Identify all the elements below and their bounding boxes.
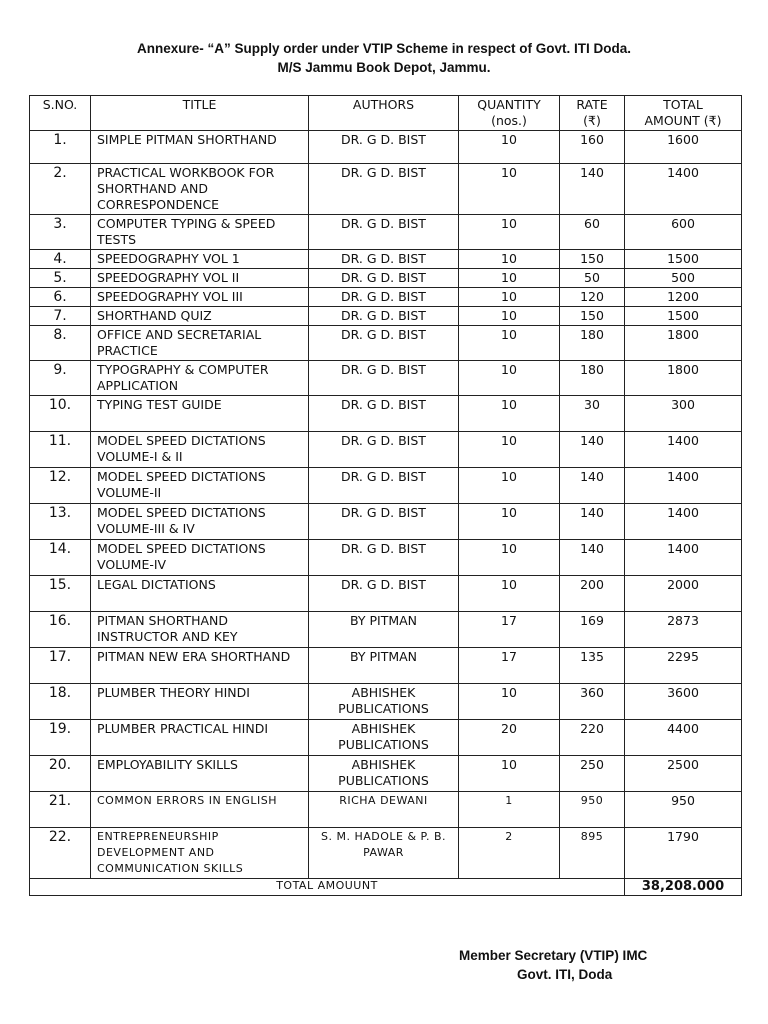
table-row xyxy=(30,250,742,269)
title-cell: ENTREPRENEURSHIP DEVELOPMENT AND COMMUNICATION SKILLS xyxy=(91,828,309,879)
author-cell: DR. G D. BIST xyxy=(309,164,459,215)
rate-cell: 895 xyxy=(560,828,625,879)
rate-cell: 50 xyxy=(560,269,625,288)
title-cell: MODEL SPEED DICTATIONS VOLUME-III & IV xyxy=(91,504,309,540)
quantity-cell: 10 xyxy=(459,504,560,540)
sno-cell: 4. xyxy=(30,250,91,269)
author-cell: DR. G D. BIST xyxy=(309,468,459,504)
author-cell: DR. G D. BIST xyxy=(309,250,459,269)
table-row xyxy=(30,756,742,792)
title-cell: SIMPLE PITMAN SHORTHAND xyxy=(91,131,309,164)
sno-cell: 1. xyxy=(30,131,91,164)
quantity-cell: 10 xyxy=(459,684,560,720)
author-cell: DR. G D. BIST xyxy=(309,288,459,307)
table-row xyxy=(30,396,742,432)
col-total-amount: TOTAL AMOUNT (₹) xyxy=(625,96,742,131)
rate-cell: 180 xyxy=(560,326,625,361)
sno-cell: 11. xyxy=(30,432,91,468)
sno-cell: 22. xyxy=(30,828,91,879)
amount-cell: 1400 xyxy=(625,468,742,504)
quantity-cell: 10 xyxy=(459,432,560,468)
col-title: TITLE xyxy=(91,96,309,131)
sno-cell: 10. xyxy=(30,396,91,432)
title-cell: LEGAL DICTATIONS xyxy=(91,576,309,612)
sno-cell: 3. xyxy=(30,215,91,250)
table-row xyxy=(30,504,742,540)
table-row xyxy=(30,792,742,828)
amount-cell: 1400 xyxy=(625,164,742,215)
amount-cell: 300 xyxy=(625,396,742,432)
amount-cell: 1400 xyxy=(625,540,742,576)
amount-cell: 3600 xyxy=(625,684,742,720)
col-sno: S.NO. xyxy=(30,96,91,131)
amount-cell: 1200 xyxy=(625,288,742,307)
quantity-cell: 10 xyxy=(459,164,560,215)
table-row xyxy=(30,361,742,396)
title-cell: SPEEDOGRAPHY VOL II xyxy=(91,269,309,288)
rate-cell: 150 xyxy=(560,307,625,326)
total-value: 38,208.000 xyxy=(625,879,742,896)
table-row xyxy=(30,540,742,576)
author-cell: S. M. HADOLE & P. B. PAWAR xyxy=(309,828,459,879)
rate-cell: 60 xyxy=(560,215,625,250)
author-cell: DR. G D. BIST xyxy=(309,504,459,540)
quantity-cell: 10 xyxy=(459,361,560,396)
table-row xyxy=(30,828,742,879)
quantity-cell: 10 xyxy=(459,288,560,307)
table-row xyxy=(30,720,742,756)
rate-cell: 180 xyxy=(560,361,625,396)
title-cell: COMPUTER TYPING & SPEED TESTS xyxy=(91,215,309,250)
title-cell: MODEL SPEED DICTATIONS VOLUME-IV xyxy=(91,540,309,576)
amount-cell: 1500 xyxy=(625,250,742,269)
table-row xyxy=(30,131,742,164)
author-cell: DR. G D. BIST xyxy=(309,326,459,361)
table-row xyxy=(30,215,742,250)
rate-cell: 220 xyxy=(560,720,625,756)
amount-cell: 500 xyxy=(625,269,742,288)
quantity-cell: 10 xyxy=(459,131,560,164)
quantity-cell: 10 xyxy=(459,756,560,792)
sno-cell: 20. xyxy=(30,756,91,792)
title-cell: COMMON ERRORS IN ENGLISH xyxy=(91,792,309,828)
table-row xyxy=(30,164,742,215)
quantity-cell: 10 xyxy=(459,326,560,361)
title-cell: OFFICE AND SECRETARIAL PRACTICE xyxy=(91,326,309,361)
author-cell: DR. G D. BIST xyxy=(309,540,459,576)
amount-cell: 1400 xyxy=(625,504,742,540)
sno-cell: 5. xyxy=(30,269,91,288)
sno-cell: 14. xyxy=(30,540,91,576)
amount-cell: 2500 xyxy=(625,756,742,792)
sno-cell: 6. xyxy=(30,288,91,307)
rate-cell: 140 xyxy=(560,164,625,215)
rate-cell: 120 xyxy=(560,288,625,307)
rate-cell: 150 xyxy=(560,250,625,269)
amount-cell: 1800 xyxy=(625,361,742,396)
rate-cell: 140 xyxy=(560,540,625,576)
sno-cell: 2. xyxy=(30,164,91,215)
rate-cell: 169 xyxy=(560,612,625,648)
amount-cell: 1400 xyxy=(625,432,742,468)
author-cell: DR. G D. BIST xyxy=(309,396,459,432)
total-row xyxy=(30,879,742,896)
quantity-cell: 2 xyxy=(459,828,560,879)
author-cell: ABHISHEK PUBLICATIONS xyxy=(309,720,459,756)
amount-cell: 1600 xyxy=(625,131,742,164)
sno-cell: 21. xyxy=(30,792,91,828)
author-cell: BY PITMAN xyxy=(309,648,459,684)
author-cell: ABHISHEK PUBLICATIONS xyxy=(309,756,459,792)
amount-cell: 2295 xyxy=(625,648,742,684)
quantity-cell: 17 xyxy=(459,612,560,648)
quantity-cell: 10 xyxy=(459,307,560,326)
table-row xyxy=(30,612,742,648)
quantity-cell: 10 xyxy=(459,250,560,269)
quantity-cell: 10 xyxy=(459,396,560,432)
amount-cell: 950 xyxy=(625,792,742,828)
title-cell: MODEL SPEED DICTATIONS VOLUME-II xyxy=(91,468,309,504)
col-quantity: QUANTITY (nos.) xyxy=(459,96,560,131)
supply-order-table xyxy=(29,95,742,896)
signatory-office: Govt. ITI, Doda xyxy=(517,967,613,982)
table-row xyxy=(30,684,742,720)
title-cell: SPEEDOGRAPHY VOL III xyxy=(91,288,309,307)
rate-cell: 160 xyxy=(560,131,625,164)
document-title: Annexure- “A” Supply order under VTIP Scheme in respect of Govt. ITI Doda. xyxy=(136,41,632,56)
title-cell: PRACTICAL WORKBOOK FOR SHORTHAND AND CORRESPONDENCE xyxy=(91,164,309,215)
sno-cell: 15. xyxy=(30,576,91,612)
rate-cell: 250 xyxy=(560,756,625,792)
quantity-cell: 17 xyxy=(459,648,560,684)
rate-cell: 30 xyxy=(560,396,625,432)
rate-cell: 360 xyxy=(560,684,625,720)
quantity-cell: 10 xyxy=(459,540,560,576)
amount-cell: 600 xyxy=(625,215,742,250)
title-cell: MODEL SPEED DICTATIONS VOLUME-I & II xyxy=(91,432,309,468)
title-cell: SHORTHAND QUIZ xyxy=(91,307,309,326)
rate-cell: 140 xyxy=(560,432,625,468)
rate-cell: 140 xyxy=(560,504,625,540)
author-cell: DR. G D. BIST xyxy=(309,307,459,326)
amount-cell: 1500 xyxy=(625,307,742,326)
sno-cell: 17. xyxy=(30,648,91,684)
table-row xyxy=(30,288,742,307)
table-row xyxy=(30,468,742,504)
sno-cell: 19. xyxy=(30,720,91,756)
vendor-name: M/S Jammu Book Depot, Jammu. xyxy=(277,60,491,75)
title-cell: PITMAN NEW ERA SHORTHAND xyxy=(91,648,309,684)
quantity-cell: 10 xyxy=(459,269,560,288)
rate-cell: 135 xyxy=(560,648,625,684)
author-cell: DR. G D. BIST xyxy=(309,361,459,396)
sno-cell: 18. xyxy=(30,684,91,720)
table-row xyxy=(30,307,742,326)
quantity-cell: 20 xyxy=(459,720,560,756)
amount-cell: 1790 xyxy=(625,828,742,879)
author-cell: DR. G D. BIST xyxy=(309,269,459,288)
sno-cell: 8. xyxy=(30,326,91,361)
title-cell: SPEEDOGRAPHY VOL 1 xyxy=(91,250,309,269)
quantity-cell: 10 xyxy=(459,576,560,612)
title-cell: TYPING TEST GUIDE xyxy=(91,396,309,432)
title-cell: PLUMBER PRACTICAL HINDI xyxy=(91,720,309,756)
table-row xyxy=(30,648,742,684)
amount-cell: 2873 xyxy=(625,612,742,648)
signatory-title: Member Secretary (VTIP) IMC xyxy=(459,948,648,963)
author-cell: DR. G D. BIST xyxy=(309,576,459,612)
sno-cell: 16. xyxy=(30,612,91,648)
author-cell: DR. G D. BIST xyxy=(309,432,459,468)
title-cell: PLUMBER THEORY HINDI xyxy=(91,684,309,720)
col-authors: AUTHORS xyxy=(309,96,459,131)
rate-cell: 140 xyxy=(560,468,625,504)
sno-cell: 13. xyxy=(30,504,91,540)
table-row xyxy=(30,326,742,361)
amount-cell: 1800 xyxy=(625,326,742,361)
table-row xyxy=(30,576,742,612)
quantity-cell: 10 xyxy=(459,468,560,504)
quantity-cell: 10 xyxy=(459,215,560,250)
rate-cell: 200 xyxy=(560,576,625,612)
col-rate: RATE (₹) xyxy=(560,96,625,131)
author-cell: ABHISHEK PUBLICATIONS xyxy=(309,684,459,720)
amount-cell: 4400 xyxy=(625,720,742,756)
sno-cell: 9. xyxy=(30,361,91,396)
author-cell: DR. G D. BIST xyxy=(309,131,459,164)
author-cell: RICHA DEWANI xyxy=(309,792,459,828)
sno-cell: 7. xyxy=(30,307,91,326)
amount-cell: 2000 xyxy=(625,576,742,612)
sno-cell: 12. xyxy=(30,468,91,504)
rate-cell: 950 xyxy=(560,792,625,828)
author-cell: BY PITMAN xyxy=(309,612,459,648)
title-cell: TYPOGRAPHY & COMPUTER APPLICATION xyxy=(91,361,309,396)
author-cell: DR. G D. BIST xyxy=(309,215,459,250)
title-cell: PITMAN SHORTHAND INSTRUCTOR AND KEY xyxy=(91,612,309,648)
table-header-row xyxy=(30,96,742,131)
table-row xyxy=(30,432,742,468)
table-row xyxy=(30,269,742,288)
title-cell: EMPLOYABILITY SKILLS xyxy=(91,756,309,792)
total-label: TOTAL AMOUUNT xyxy=(30,879,625,896)
quantity-cell: 1 xyxy=(459,792,560,828)
